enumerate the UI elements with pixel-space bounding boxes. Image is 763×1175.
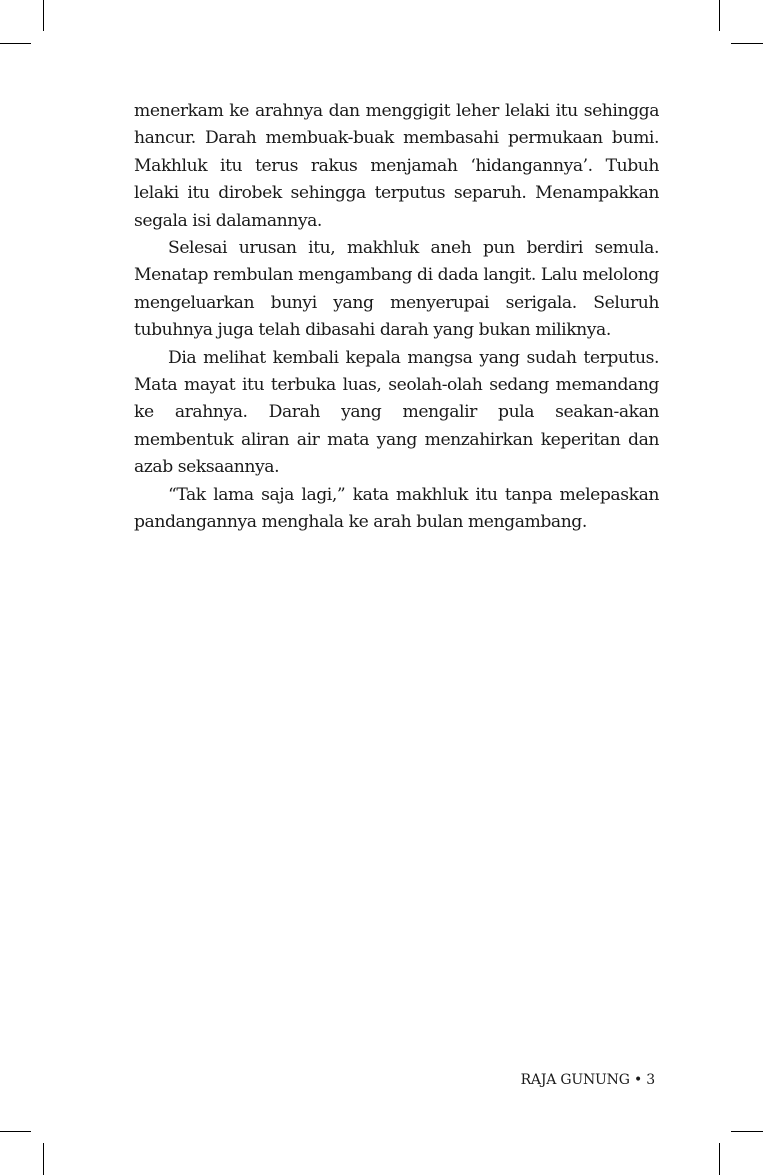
crop-mark-top-left-vertical bbox=[43, 0, 44, 31]
paragraph: Selesai urusan itu, makhluk aneh pun berdiri semula. Menatap rembulan mengambang di dada langit. Lalu melolong mengeluarkan bunyi yang menyerupai serigala. Seluruh tubuhnya juga telah dibasahi darah yang bukan miliknya. bbox=[134, 238, 659, 341]
paragraph: menerkam ke arahnya dan menggigit leher lelaki itu sehingga hancur. Darah membuak-buak membasahi permukaan bumi. Makhluk itu terus rakus menjamah ‘hidangannya’. Tubuh lelaki itu dirobek sehingga terputus separuh. Menampakkan segala isi dalamannya. bbox=[134, 101, 659, 231]
crop-mark-bottom-left-horizontal bbox=[0, 1131, 31, 1132]
crop-mark-bottom-right-horizontal bbox=[731, 1131, 763, 1132]
paragraph: “Tak lama saja lagi,” kata makhluk itu tanpa melepaskan pandangannya menghala ke arah bulan mengambang. bbox=[134, 484, 659, 533]
crop-mark-top-left-horizontal bbox=[0, 43, 31, 44]
crop-mark-bottom-left-vertical bbox=[43, 1143, 44, 1175]
running-footer bbox=[521, 1072, 655, 1088]
body-text bbox=[134, 98, 659, 537]
crop-mark-bottom-right-vertical bbox=[719, 1143, 720, 1175]
crop-mark-top-right-vertical bbox=[719, 0, 720, 31]
paragraph: Dia melihat kembali kepala mangsa yang sudah terputus. Mata mayat itu terbuka luas, seolah-olah sedang memandang ke arahnya. Darah yang mengalir pula seakan-akan membentuk aliran air mata yang menzahirkan keperitan dan azab seksaannya. bbox=[134, 347, 659, 478]
footer-separator: • bbox=[633, 1072, 643, 1088]
page-number: 3 bbox=[646, 1072, 655, 1088]
book-title: RAJA GUNUNG bbox=[520, 1072, 630, 1088]
crop-mark-top-right-horizontal bbox=[731, 43, 763, 44]
